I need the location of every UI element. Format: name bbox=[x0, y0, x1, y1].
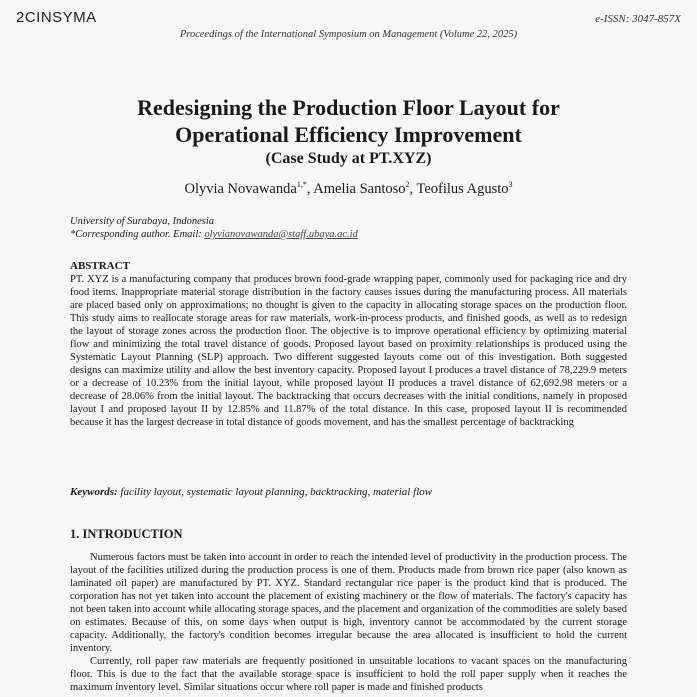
introduction-body bbox=[70, 551, 627, 694]
affiliation-block bbox=[70, 215, 358, 241]
keywords-label: Keywords: bbox=[70, 486, 118, 498]
corresponding-label: *Corresponding author. Email: bbox=[70, 229, 202, 240]
author-separator: , bbox=[409, 180, 417, 197]
journal-logo: 2CINSYMA bbox=[16, 9, 97, 26]
abstract-text: PT. XYZ is a manufacturing company that produces brown food-grade wrapping paper, commonly used for packaging rice and dry food items. Inappropriate material storage distribution in the factory causes issues during the manufacturing process. All materials are placed based only on approximations; no thought is given to the capacity in allocating storage spaces on the production floor. This study aims to reallocate storage areas for raw materials, work-in-process products, and finished goods, as well as to redesign the layout of storage zones across the production floor. The objective is to improve operational efficiency by optimizing material flow and minimizing the total travel distance of goods. Proposed layout based on proximity relationships is produced using the Systematic Layout Planning (SLP) approach. Two different suggested layouts come out of this investigation. Both suggested designs can maximize utility and allow the best inventory capacity. Proposed layout I produces a travel distance of 78,229.9 meters or a decrease of 10.23% from the initial layout, while proposed layout II produces a travel distance of 62,692.98 meters or a decrease of 28.06% from the initial layout. The backtracking that occurs decreases with the initial conditions, namely in proposed layout I and proposed layout II by 12.85% and 11.87% of the total distance. In this case, proposed layout II is recommended because it has the largest decrease in total distance of goods movement, and has the smallest percentage of backtracking bbox=[70, 274, 627, 428]
keywords bbox=[70, 486, 627, 498]
title-line-2: Operational Efficiency Improvement bbox=[175, 122, 522, 147]
abstract-heading: ABSTRACT bbox=[70, 260, 130, 272]
corresponding-author bbox=[70, 228, 358, 241]
author-separator: , bbox=[306, 180, 314, 197]
author-name: Teofilus Agusto bbox=[416, 180, 509, 197]
email-link[interactable]: olyvianovawanda@staff.ubaya.ac.id bbox=[204, 229, 358, 240]
author-name: Olyvia Novawanda bbox=[184, 180, 297, 197]
intro-paragraph: Currently, roll paper raw materials are frequently positioned in unsuitable locations to vacant spaces on the manufacturing floor. This is due to the fact that the available storage space is insufficient to hold the roll paper supply when it reaches the maximum inventory level. Similar situations occur where roll paper is made and finished products bbox=[70, 656, 627, 693]
proceedings-header: Proceedings of the International Symposium on Management (Volume 22, 2025) bbox=[179, 29, 518, 40]
intro-paragraph: Numerous factors must be taken into account in order to reach the intended level of productivity in the production process. The layout of the facilities utilized during the production process is one of them. Products made from brown rice paper (also known as laminated oil paper) are manufactured by PT. XYZ. Standard rectangular rice paper is the product kind that is produced. The corporation has not yet taken into account the placement of existing machinery or the flow of materials. The factory's capacity has not been taken into account while allocating storage spaces, and the placement and organization of the commodities are solely based on estimates. Because of this, on some days when output is high, inventory cannot be accommodated by the current storage capacity. Additionally, the factory's condition becomes irregular because the area allocated is insufficient to hold the current inventory. bbox=[70, 552, 627, 654]
keywords-text: facility layout, systematic layout planning, backtracking, material flow bbox=[120, 486, 433, 498]
author-list bbox=[0, 180, 697, 198]
author-mark: 2 bbox=[405, 180, 410, 189]
author-mark: 3 bbox=[508, 180, 513, 189]
affiliation: University of Surabaya, Indonesia bbox=[70, 216, 215, 227]
issn-label: e-ISSN: 3047-857X bbox=[595, 13, 681, 25]
author-mark: 1,* bbox=[296, 180, 307, 189]
title-line-1: Redesigning the Production Floor Layout for bbox=[137, 95, 560, 120]
paper-subtitle: (Case Study at PT.XYZ) bbox=[265, 150, 432, 167]
paper-title bbox=[0, 94, 697, 148]
author-name: Amelia Santoso bbox=[313, 180, 406, 197]
section-heading: 1. INTRODUCTION bbox=[70, 527, 183, 541]
